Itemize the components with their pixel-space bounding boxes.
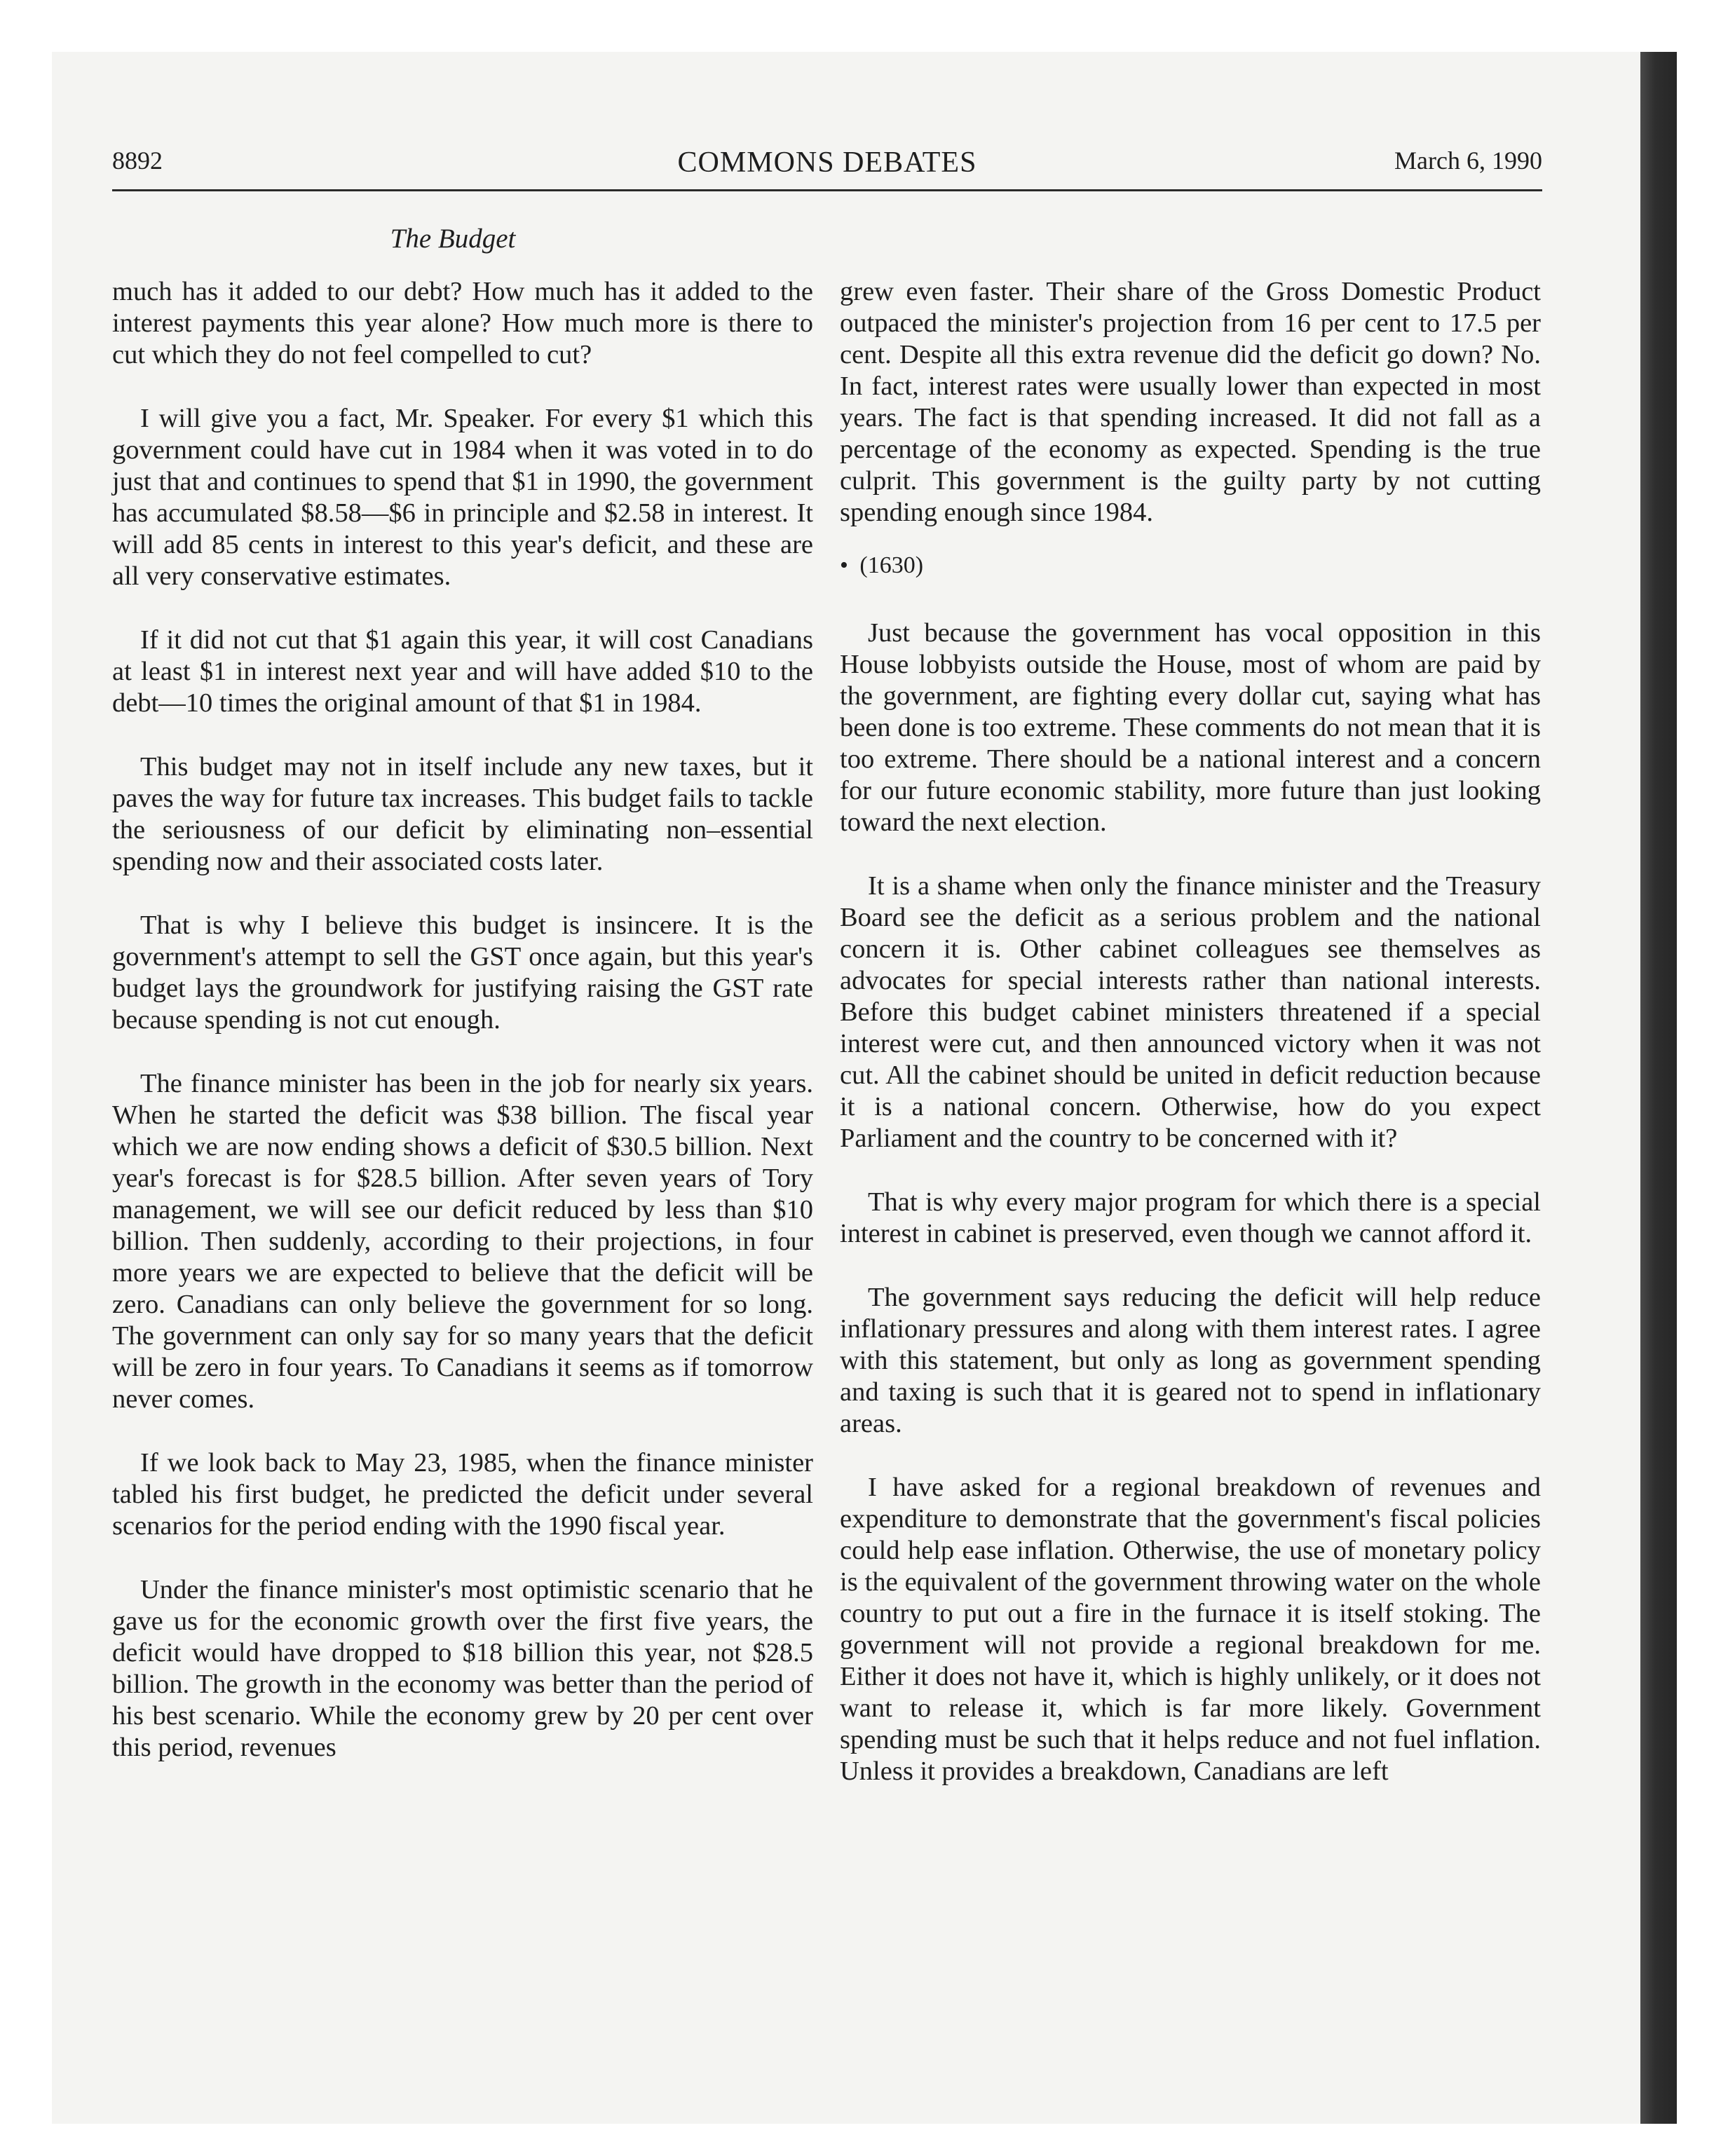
bullet-icon: •: [840, 552, 848, 578]
left-column: [112, 276, 813, 1796]
paragraph: much has it added to our debt? How much has it added to the interest payments this year alone? How much more is there to cut which they do not feel compelled to cut?: [112, 277, 813, 369]
time-marker: [840, 550, 1541, 581]
paragraph: It is a shame when only the finance minister and the Treasury Board see the deficit as a serious problem and the national concern it is. Other cabinet colleagues see themselves as advocates for special interests rather than national interests. Before this budget cabinet ministers threatened if a special interest were cut, and then announced victory when it was not cut. All the cabinet should be united in deficit reduction because it is a national concern. Otherwise, how do you expect Parliament and the country to be concerned with it?: [840, 871, 1541, 1153]
paragraph: That is why I believe this budget is insincere. It is the government's attempt to sell the GST once again, but this year's budget lays the groundwork for justifying raising the GST rate because spending is not cut enough.: [112, 910, 813, 1035]
page-header: [112, 146, 1542, 188]
paragraph: grew even faster. Their share of the Gross Domestic Product outpaced the minister's projection from 16 per cent to 17.5 per cent. Despite all this extra revenue did the deficit go down? No. In fact, interest rates were usually lower than expected in most years. The fact is that spending increased. It did not fall as a percentage of the economy as expected. Spending is the true culprit. This government is the guilty party by not cutting spending enough since 1984.: [840, 277, 1541, 527]
right-column: [840, 276, 1541, 1820]
paragraph: If it did not cut that $1 again this year, it will cost Canadians at least $1 in interest next year and will have added $10 to the debt—10 times the original amount of that $1 in 1984.: [112, 625, 813, 718]
scan-edge-shadow: [1640, 52, 1677, 2124]
paragraph: Just because the government has vocal opposition in this House lobbyists outside the House, most of whom are paid by the government, are fighting every dollar cut, saying what has been done is too extreme. These comments do not mean that it is too extreme. There should be a national interest and a concern for our future economic stability, more future than just looking toward the next election.: [840, 618, 1541, 837]
paragraph: The government says reducing the deficit will help reduce inflationary pressures and along with them interest rates. I agree with this statement, but only as long as government spending and taxing is such that it is geared not to spend in inflationary areas.: [840, 1283, 1541, 1438]
paragraph: I have asked for a regional breakdown of revenues and expenditure to demonstrate that the government's fiscal policies could help ease inflation. Otherwise, the use of monetary policy is the equivalent of the government throwing water on the whole country to put out a fire in the furnace it is itself stoking. The government will not provide a regional breakdown for me. Either it does not have it, which is highly unlikely, or it does not want to release it, which is far more likely. Government spending must be such that it helps reduce and not fuel inflation. Unless it provides a breakdown, Canadians are left: [840, 1473, 1541, 1786]
journal-title: COMMONS DEBATES: [677, 146, 977, 179]
paragraph: I will give you a fact, Mr. Speaker. For every $1 which this government could have cut in 1984 when it was voted in to do just that and continues to spend that $1 in 1990, the government has accumulated $8.58—$6 in principle and $2.58 in interest. It will add 85 cents in interest to this year's deficit, and these are all very conservative estimates.: [112, 404, 813, 591]
header-rule: [112, 189, 1542, 191]
section-title: The Budget: [390, 224, 516, 254]
time-marker-label: (1630): [859, 552, 924, 578]
header-date: March 6, 1990: [1394, 146, 1542, 175]
page-number: 8892: [112, 146, 163, 175]
paragraph: If we look back to May 23, 1985, when the finance minister tabled his first budget, he predicted the deficit under several scenarios for the period ending with the 1990 fiscal year.: [112, 1448, 813, 1541]
paragraph: Under the finance minister's most optimistic scenario that he gave us for the economic growth over the first five years, the deficit would have dropped to $18 billion this year, not $28.5 billion. The growth in the economy was better than the period of his best scenario. While the economy grew by 20 per cent over this period, revenues: [112, 1575, 813, 1762]
paragraph: That is why every major program for which there is a special interest in cabinet is preserved, even though we cannot afford it.: [840, 1187, 1541, 1248]
paragraph: The finance minister has been in the job for nearly six years. When he started the deficit was $38 billion. The fiscal year which we are now ending shows a deficit of $30.5 billion. Next year's forecast is for $28.5 billion. After seven years of Tory management, we will see our deficit reduced by less than $10 billion. Then suddenly, according to their projections, in four more years we are expected to believe that the deficit will be zero. Canadians can only believe the government for so long. The government can only say for so many years that the deficit will be zero in four years. To Canadians it seems as if tomorrow never comes.: [112, 1069, 813, 1414]
paragraph: This budget may not in itself include any new taxes, but it paves the way for future tax increases. This budget fails to tackle the seriousness of our deficit by eliminating non–essential spending now and their associated costs later.: [112, 752, 813, 876]
